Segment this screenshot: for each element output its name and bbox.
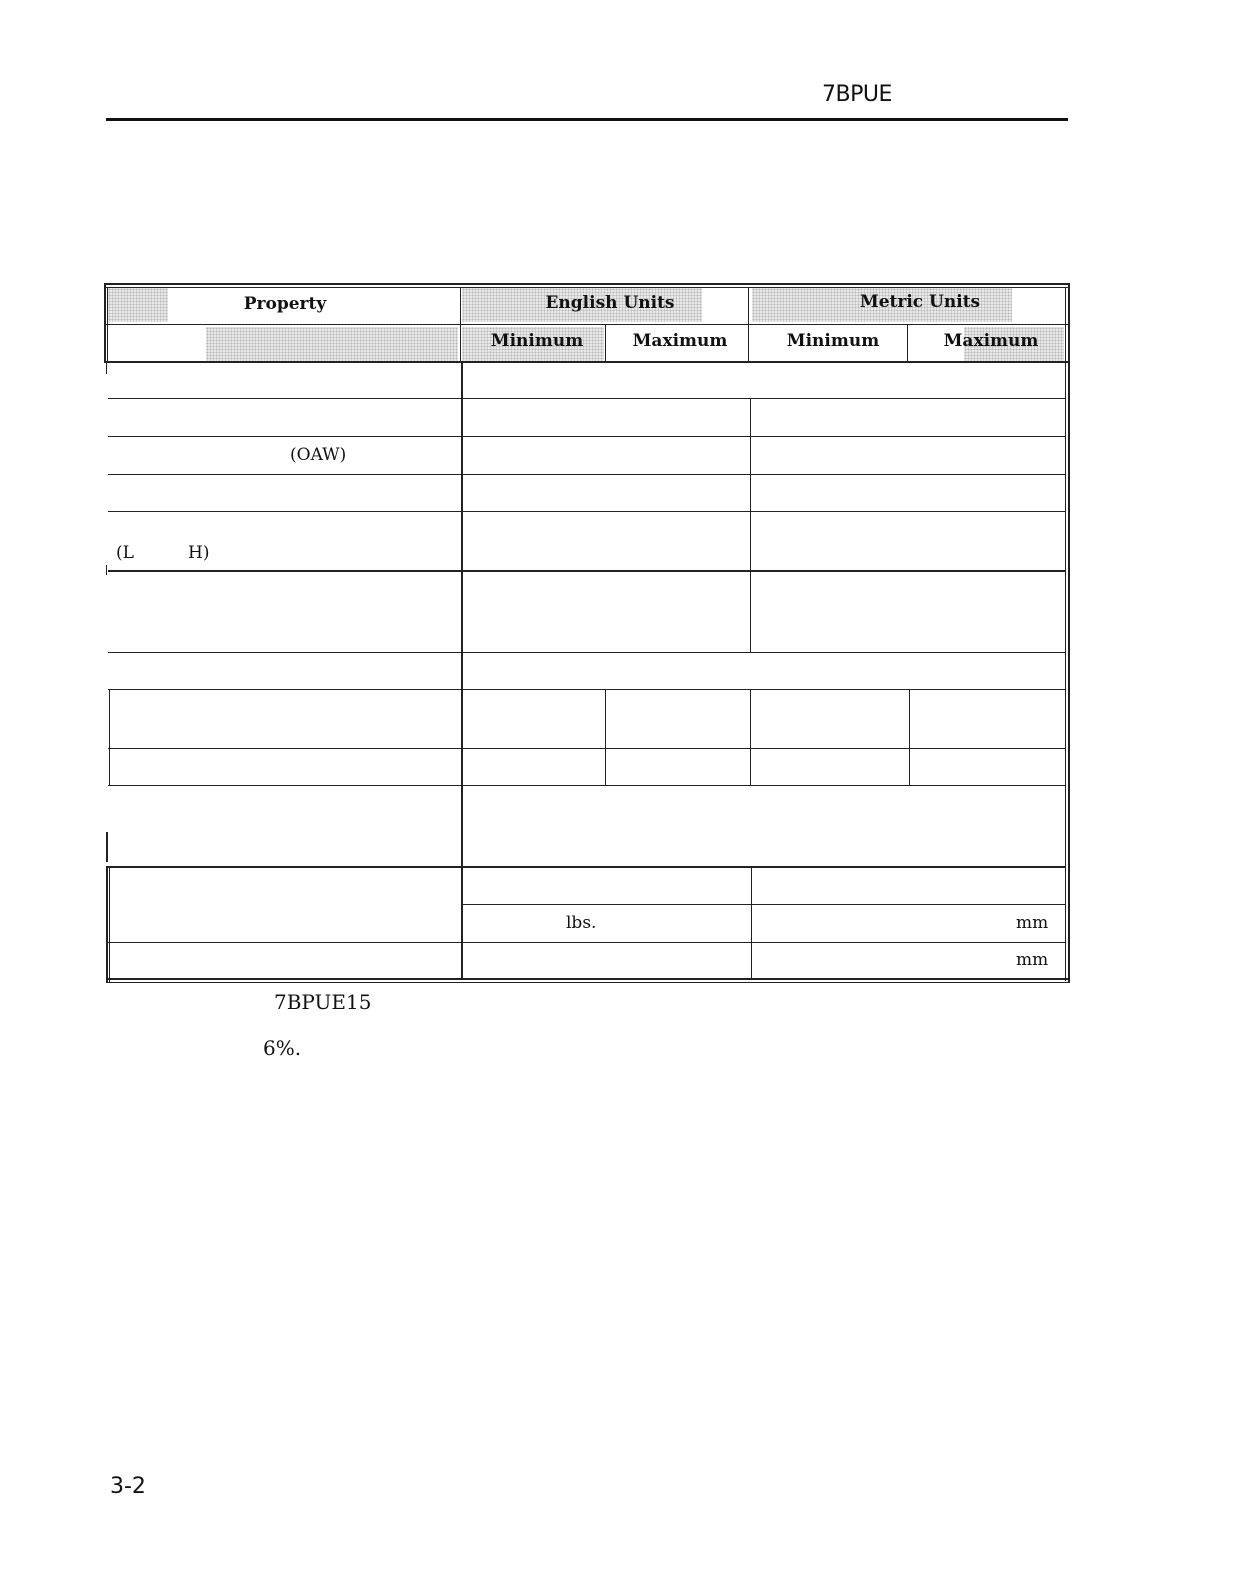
body-left-edge-a [106, 362, 107, 374]
cell-fragment-mm-2: mm [1016, 950, 1049, 970]
row-line-4 [108, 511, 1066, 512]
cell-fragment-oaw: (OAW) [290, 445, 347, 465]
col-divider-met-minmax-header [907, 325, 908, 362]
col-header-metric-maximum: Maximum [943, 331, 1039, 351]
col-header-metric-minimum: Minimum [786, 331, 880, 351]
body-left-edge-c [109, 689, 110, 785]
col-header-metric-units: Metric Units [859, 292, 981, 312]
row-line-3 [108, 474, 1066, 475]
cell-fragment-h: H) [188, 543, 210, 563]
body-left-edge-d [106, 832, 108, 862]
cell-fragment-lbs: lbs. [566, 913, 597, 933]
row-line-9 [108, 785, 1066, 786]
col-divider-eng-minmax-body [605, 689, 606, 786]
row-line-11 [462, 904, 1066, 905]
col-divider-units-body-c [751, 866, 752, 980]
col-header-english-minimum: Minimum [490, 331, 584, 351]
note-percent: 6%. [263, 1036, 302, 1060]
row-line-10 [108, 866, 1066, 868]
frame-right-inner [1065, 287, 1066, 981]
note-model-code: 7BPUE15 [274, 990, 372, 1014]
table-bottom-line-b [106, 982, 1070, 983]
col-header-english-maximum: Maximum [632, 331, 728, 351]
row-line-5 [108, 570, 1066, 572]
col-divider-met-minmax-body [909, 689, 910, 786]
col-divider-eng-minmax-header [605, 325, 606, 362]
col-header-property: Property [243, 294, 327, 314]
frame-right-outer [1068, 283, 1070, 983]
col-header-english-units: English Units [545, 293, 675, 313]
frame-top-outer [104, 283, 1070, 285]
row-line-6 [108, 652, 1066, 653]
body-left-edge-b [106, 565, 107, 575]
row-line-2 [108, 436, 1066, 437]
body-left-edge-e [106, 866, 108, 982]
header-row-divider [106, 324, 1068, 325]
document-code: 7BPUE [822, 82, 892, 107]
header-bottom-line [106, 361, 1068, 363]
frame-left-outer [104, 283, 106, 363]
frame-top-inner [106, 287, 1068, 288]
col-divider-units-body-b [750, 689, 751, 786]
col-divider-property [460, 287, 461, 363]
header-shade-property-top [108, 288, 168, 322]
row-line-1 [108, 398, 1066, 399]
body-left-edge-f [109, 866, 110, 982]
row-line-8 [108, 748, 1066, 749]
page-number: 3-2 [110, 1474, 146, 1499]
col-divider-units [748, 287, 749, 363]
header-shade-property-bottom [206, 327, 458, 361]
table-bottom-line-a [106, 978, 1070, 980]
col-divider-property-body [461, 362, 463, 980]
cell-fragment-mm-1: mm [1016, 913, 1049, 933]
row-line-7 [108, 689, 1066, 690]
frame-left-inner [107, 287, 108, 363]
row-line-12 [108, 942, 1066, 943]
cell-fragment-l: (L [116, 543, 134, 563]
